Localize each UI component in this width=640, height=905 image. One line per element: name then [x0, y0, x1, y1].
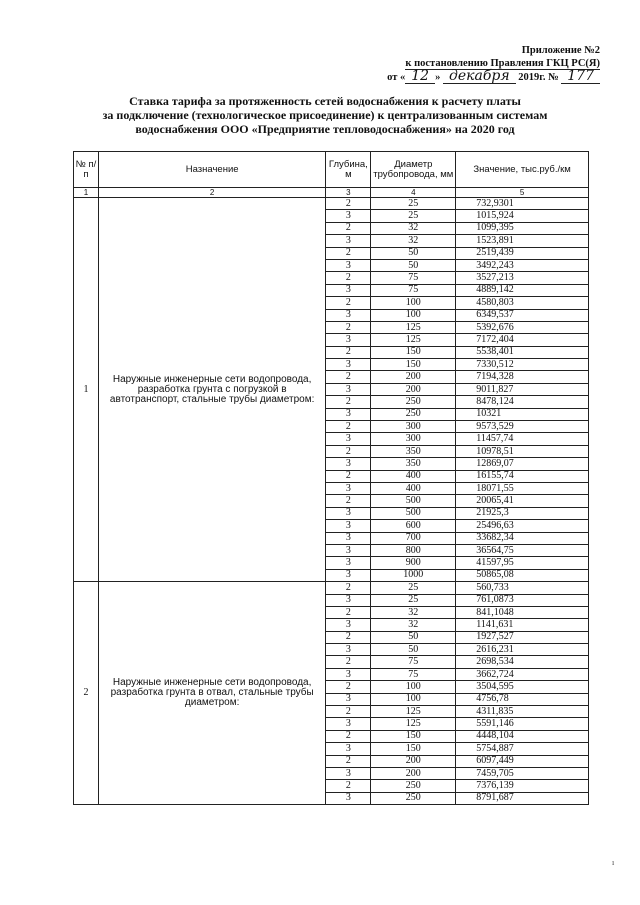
value-cell: 560,733: [456, 582, 589, 594]
diameter-cell: 50: [371, 644, 456, 656]
diameter-cell: 350: [371, 458, 456, 470]
value-cell: 25496,63: [456, 520, 589, 532]
diameter-cell: 125: [371, 321, 456, 333]
appendix-label: Приложение №2: [521, 45, 600, 56]
value-cell: 20065,41: [456, 495, 589, 507]
depth-cell: 3: [326, 284, 371, 296]
depth-cell: 3: [326, 520, 371, 532]
decree-reference: к постановлению Правления ГКЦ РС(Я): [405, 58, 600, 69]
depth-cell: 3: [326, 532, 371, 544]
value-cell: 7459,705: [456, 767, 589, 779]
table-row: [74, 582, 589, 594]
diameter-cell: 900: [371, 557, 456, 569]
diameter-cell: 700: [371, 532, 456, 544]
value-cell: 1015,924: [456, 210, 589, 222]
depth-cell: 2: [326, 396, 371, 408]
depth-cell: 2: [326, 247, 371, 259]
depth-cell: 3: [326, 557, 371, 569]
diameter-cell: 150: [371, 359, 456, 371]
value-cell: 5591,146: [456, 718, 589, 730]
value-cell: 7172,404: [456, 334, 589, 346]
depth-cell: 3: [326, 408, 371, 420]
depth-cell: 3: [326, 259, 371, 271]
diameter-cell: 100: [371, 309, 456, 321]
value-cell: 1523,891: [456, 235, 589, 247]
group-purpose: Наружные инженерные сети водопровода, разработка грунта с погрузкой в автотранспорт, стальные трубы диаметром:: [98, 198, 325, 582]
col-number: 4: [371, 188, 456, 198]
value-cell: 4311,835: [456, 706, 589, 718]
diameter-cell: 150: [371, 743, 456, 755]
value-cell: 11457,74: [456, 433, 589, 445]
group-number: 1: [74, 198, 99, 582]
diameter-cell: 200: [371, 383, 456, 395]
depth-cell: 2: [326, 631, 371, 643]
value-cell: 2616,231: [456, 644, 589, 656]
decree-date: от « 12 » декабря 2019г. № 177: [387, 70, 600, 84]
col-number: 3: [326, 188, 371, 198]
diameter-cell: 300: [371, 421, 456, 433]
diameter-cell: 200: [371, 767, 456, 779]
depth-cell: 3: [326, 619, 371, 631]
diameter-cell: 50: [371, 631, 456, 643]
value-cell: 18071,55: [456, 482, 589, 494]
value-cell: 7376,139: [456, 780, 589, 792]
diameter-cell: 350: [371, 445, 456, 457]
depth-cell: 3: [326, 594, 371, 606]
col-header-diameter: Диаметр трубопровода, мм: [371, 152, 456, 188]
value-cell: 3662,724: [456, 668, 589, 680]
table-header-row: [74, 152, 589, 188]
depth-cell: 3: [326, 359, 371, 371]
value-cell: 4889,142: [456, 284, 589, 296]
diameter-cell: 100: [371, 693, 456, 705]
value-cell: 1099,395: [456, 222, 589, 234]
diameter-cell: 75: [371, 668, 456, 680]
depth-cell: 3: [326, 235, 371, 247]
margin-mark: ı: [612, 858, 615, 867]
diameter-cell: 25: [371, 582, 456, 594]
depth-cell: 2: [326, 321, 371, 333]
value-cell: 6349,537: [456, 309, 589, 321]
diameter-cell: 250: [371, 396, 456, 408]
depth-cell: 2: [326, 582, 371, 594]
value-cell: 50865,08: [456, 569, 589, 581]
handwritten-number: 177: [561, 70, 600, 84]
value-cell: 12869,07: [456, 458, 589, 470]
value-cell: 41597,95: [456, 557, 589, 569]
value-cell: 5754,887: [456, 743, 589, 755]
diameter-cell: 125: [371, 718, 456, 730]
diameter-cell: 75: [371, 272, 456, 284]
depth-cell: 2: [326, 656, 371, 668]
diameter-cell: 300: [371, 433, 456, 445]
diameter-cell: 200: [371, 371, 456, 383]
value-cell: 2519,439: [456, 247, 589, 259]
group-purpose: Наружные инженерные сети водопровода, разработка грунта в отвал, стальные трубы диаметром:: [98, 582, 325, 805]
value-cell: 732,9301: [456, 198, 589, 210]
table-row: [74, 198, 589, 210]
column-number-row: [74, 188, 589, 198]
depth-cell: 2: [326, 445, 371, 457]
value-cell: 4448,104: [456, 730, 589, 742]
depth-cell: 2: [326, 470, 371, 482]
document-title: Ставка тарифа за протяженность сетей водоснабжения к расчету платы за подключение (технологическое присоединение) к централизованным системам водоснабжения ООО «Предприятие тепловодоснабжения» на 2020 год: [102, 94, 548, 136]
diameter-cell: 32: [371, 222, 456, 234]
depth-cell: 2: [326, 272, 371, 284]
depth-cell: 3: [326, 507, 371, 519]
value-cell: 16155,74: [456, 470, 589, 482]
diameter-cell: 25: [371, 594, 456, 606]
col-number: 2: [98, 188, 325, 198]
diameter-cell: 32: [371, 235, 456, 247]
value-cell: 5538,401: [456, 346, 589, 358]
diameter-cell: 1000: [371, 569, 456, 581]
tariff-table: [73, 151, 589, 805]
diameter-cell: 150: [371, 346, 456, 358]
diameter-cell: 250: [371, 792, 456, 804]
depth-cell: 3: [326, 668, 371, 680]
value-cell: 3492,243: [456, 259, 589, 271]
handwritten-day: 12: [405, 70, 435, 84]
diameter-cell: 25: [371, 210, 456, 222]
diameter-cell: 50: [371, 247, 456, 259]
value-cell: 33682,34: [456, 532, 589, 544]
diameter-cell: 800: [371, 544, 456, 556]
appendix-header: [387, 44, 600, 84]
depth-cell: 2: [326, 706, 371, 718]
value-cell: 10321: [456, 408, 589, 420]
value-cell: 3527,213: [456, 272, 589, 284]
diameter-cell: 25: [371, 198, 456, 210]
depth-cell: 2: [326, 780, 371, 792]
diameter-cell: 32: [371, 606, 456, 618]
depth-cell: 2: [326, 346, 371, 358]
col-number: 1: [74, 188, 99, 198]
depth-cell: 2: [326, 681, 371, 693]
diameter-cell: 32: [371, 619, 456, 631]
depth-cell: 2: [326, 421, 371, 433]
value-cell: 5392,676: [456, 321, 589, 333]
depth-cell: 2: [326, 730, 371, 742]
diameter-cell: 400: [371, 470, 456, 482]
depth-cell: 3: [326, 433, 371, 445]
value-cell: 6097,449: [456, 755, 589, 767]
depth-cell: 2: [326, 495, 371, 507]
depth-cell: 2: [326, 198, 371, 210]
diameter-cell: 250: [371, 780, 456, 792]
diameter-cell: 75: [371, 656, 456, 668]
depth-cell: 3: [326, 383, 371, 395]
value-cell: 9573,529: [456, 421, 589, 433]
depth-cell: 3: [326, 644, 371, 656]
diameter-cell: 400: [371, 482, 456, 494]
depth-cell: 3: [326, 334, 371, 346]
depth-cell: 2: [326, 371, 371, 383]
col-header-value: Значение, тыс.руб./км: [456, 152, 589, 188]
depth-cell: 2: [326, 755, 371, 767]
value-cell: 21925,3: [456, 507, 589, 519]
depth-cell: 3: [326, 210, 371, 222]
depth-cell: 3: [326, 718, 371, 730]
diameter-cell: 600: [371, 520, 456, 532]
diameter-cell: 100: [371, 297, 456, 309]
value-cell: 3504,595: [456, 681, 589, 693]
col-header-depth: Глубина, м: [326, 152, 371, 188]
depth-cell: 2: [326, 222, 371, 234]
value-cell: 2698,534: [456, 656, 589, 668]
diameter-cell: 500: [371, 507, 456, 519]
diameter-cell: 100: [371, 681, 456, 693]
value-cell: 1141,631: [456, 619, 589, 631]
value-cell: 7330,512: [456, 359, 589, 371]
diameter-cell: 50: [371, 259, 456, 271]
depth-cell: 3: [326, 482, 371, 494]
diameter-cell: 150: [371, 730, 456, 742]
depth-cell: 3: [326, 743, 371, 755]
col-number: 5: [456, 188, 589, 198]
value-cell: 4756,78: [456, 693, 589, 705]
group-number: 2: [74, 582, 99, 805]
depth-cell: 3: [326, 767, 371, 779]
value-cell: 8791,687: [456, 792, 589, 804]
value-cell: 4580,803: [456, 297, 589, 309]
value-cell: 8478,124: [456, 396, 589, 408]
diameter-cell: 125: [371, 334, 456, 346]
value-cell: 10978,51: [456, 445, 589, 457]
depth-cell: 3: [326, 309, 371, 321]
diameter-cell: 75: [371, 284, 456, 296]
diameter-cell: 500: [371, 495, 456, 507]
value-cell: 841,1048: [456, 606, 589, 618]
col-header-num: № п/п: [74, 152, 99, 188]
diameter-cell: 200: [371, 755, 456, 767]
value-cell: 36564,75: [456, 544, 589, 556]
diameter-cell: 250: [371, 408, 456, 420]
depth-cell: 3: [326, 569, 371, 581]
depth-cell: 2: [326, 606, 371, 618]
diameter-cell: 125: [371, 706, 456, 718]
value-cell: 761,0873: [456, 594, 589, 606]
depth-cell: 3: [326, 458, 371, 470]
value-cell: 1927,527: [456, 631, 589, 643]
value-cell: 9011,827: [456, 383, 589, 395]
value-cell: 7194,328: [456, 371, 589, 383]
col-header-purpose: Назначение: [98, 152, 325, 188]
depth-cell: 3: [326, 792, 371, 804]
depth-cell: 2: [326, 297, 371, 309]
depth-cell: 3: [326, 693, 371, 705]
handwritten-month: декабря: [443, 70, 516, 84]
depth-cell: 3: [326, 544, 371, 556]
